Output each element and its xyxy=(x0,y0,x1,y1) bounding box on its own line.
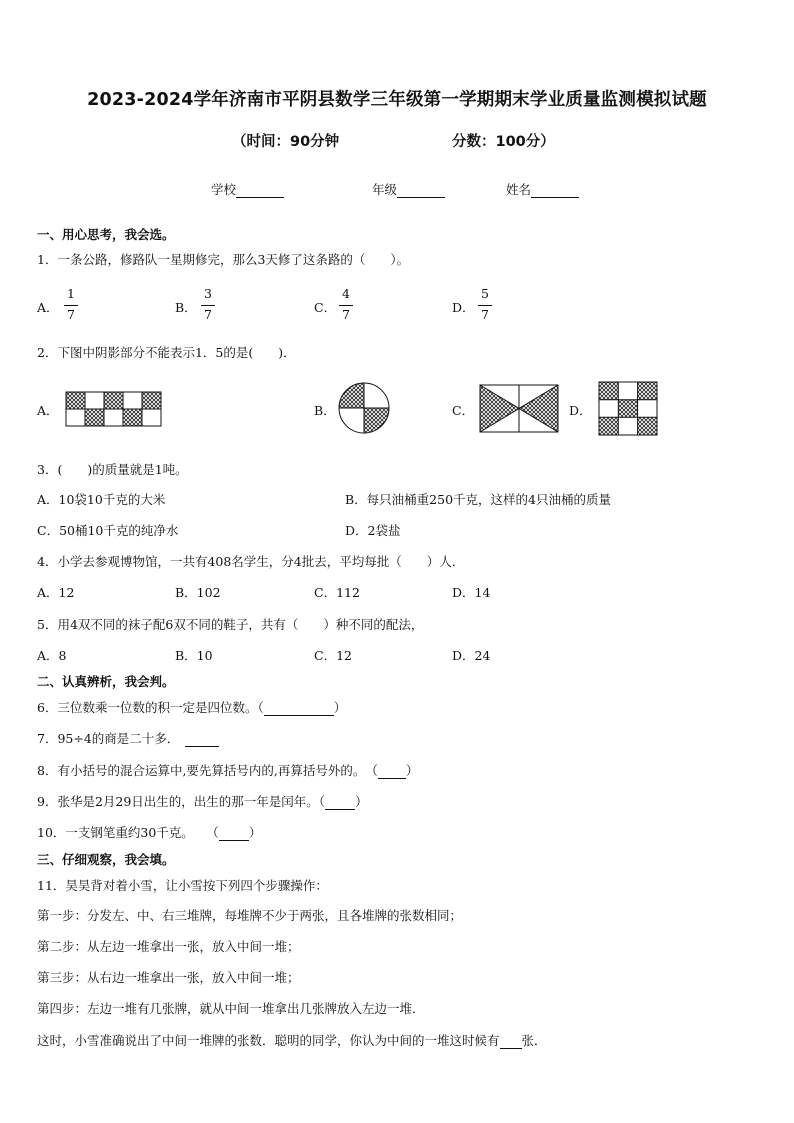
q1-option-b[interactable]: B． xyxy=(175,300,197,315)
q7-row xyxy=(37,729,219,747)
section1-heading: 一、用心思考，我会选。 xyxy=(37,227,175,242)
time-label: （时间：90分钟 xyxy=(232,134,340,150)
q9-blank[interactable] xyxy=(325,797,355,810)
score-label: 分数：100分） xyxy=(452,134,555,150)
numerator: 4 xyxy=(342,286,350,301)
q3-text: 3．( )的质量就是1吨。 xyxy=(37,462,188,477)
q4-option-d[interactable]: D．14 xyxy=(452,585,491,600)
name-field[interactable] xyxy=(506,180,579,198)
q6-text: 6．三位数乘一位数的积一定是四位数。（ xyxy=(37,700,264,715)
numerator: 3 xyxy=(204,286,212,301)
q1-option-d[interactable]: D． xyxy=(452,300,475,315)
school-blank[interactable] xyxy=(236,185,284,198)
grade-label: 年级 xyxy=(372,182,398,197)
q3-option-d[interactable]: D．2袋盐 xyxy=(345,523,401,538)
q5-option-c[interactable]: C．12 xyxy=(314,648,352,663)
q11-ending xyxy=(37,1031,547,1049)
section3-heading: 三、仔细观察，我会填。 xyxy=(37,852,175,867)
q2-option-c[interactable]: C． xyxy=(452,403,475,418)
q4-option-c[interactable]: C．112 xyxy=(314,585,360,600)
section2-heading: 二、认真辨析，我会判。 xyxy=(37,674,175,689)
q7-blank[interactable] xyxy=(185,734,219,747)
q9-close: ） xyxy=(355,794,368,809)
q4-option-b[interactable]: B．102 xyxy=(175,585,221,600)
denominator: 7 xyxy=(481,307,489,322)
name-label: 姓名 xyxy=(506,182,532,197)
q11-step2: 第二步：从左边一堆拿出一张，放入中间一堆； xyxy=(37,939,300,954)
q11-step3: 第三步：从右边一堆拿出一张，放入中间一堆； xyxy=(37,970,300,985)
fraction-bar xyxy=(201,305,215,306)
numerator: 5 xyxy=(481,286,489,301)
q4-option-a[interactable]: A．12 xyxy=(37,585,75,600)
q8-blank[interactable] xyxy=(378,766,406,779)
q2-option-d[interactable]: D． xyxy=(569,403,592,418)
q1-option-c[interactable]: C． xyxy=(314,300,337,315)
q5-option-d[interactable]: D．24 xyxy=(452,648,491,663)
fraction-bar xyxy=(339,305,353,306)
figure-d-grid xyxy=(599,382,657,435)
q4-text: 4．小学去参观博物馆，一共有408名学生，分4批去，平均每批（ ）人． xyxy=(37,554,465,569)
figure-b-circle xyxy=(339,383,389,433)
q7-text: 7．95÷4的商是二十多． xyxy=(37,731,180,746)
q11-intro: 11．昊昊背对着小雪，让小雪按下列四个步骤操作： xyxy=(37,878,328,893)
q6-close: ） xyxy=(333,700,347,715)
q8-close: ） xyxy=(405,763,419,778)
q10-close: ） xyxy=(248,825,262,840)
q1-text: 1．一条公路，修路队一星期修完，那么3天修了这条路的（ ）。 xyxy=(37,252,410,267)
q10-row xyxy=(37,823,261,841)
q2-option-b[interactable]: B． xyxy=(314,403,336,418)
q1-option-a[interactable]: A． xyxy=(37,300,59,315)
q9-text: 9．张华是2月29日出生的，出生的那一年是闰年。（ xyxy=(37,794,326,809)
grade-field[interactable] xyxy=(372,180,445,198)
denominator: 7 xyxy=(67,307,75,322)
q6-blank[interactable] xyxy=(264,703,334,716)
figure-a-grid xyxy=(66,392,161,426)
q9-row xyxy=(37,792,368,810)
q11-step1: 第一步：分发左、中、右三堆牌，每堆牌不少于两张，且各堆牌的张数相同； xyxy=(37,908,463,923)
name-blank[interactable] xyxy=(531,185,579,198)
school-field[interactable] xyxy=(211,180,284,198)
fraction-bar xyxy=(478,305,492,306)
q11-step4: 第四步：左边一堆有几张牌，就从中间一堆拿出几张牌放入左边一堆． xyxy=(37,1001,425,1016)
q5-option-b[interactable]: B．10 xyxy=(175,648,213,663)
q3-option-b[interactable]: B．每只油桶重250千克，这样的4只油桶的质量 xyxy=(345,492,611,507)
q8-row xyxy=(37,761,418,779)
figure-c-bowtie xyxy=(480,385,558,432)
q3-option-a[interactable]: A．10袋10千克的大米 xyxy=(37,492,166,507)
q10-blank[interactable] xyxy=(219,828,249,841)
q3-option-c[interactable]: C．50桶10千克的纯净水 xyxy=(37,523,179,538)
q6-row xyxy=(37,698,346,716)
q2-option-a[interactable]: A． xyxy=(37,403,59,418)
q2-text: 2．下图中阴影部分不能表示1．5的是( )． xyxy=(37,345,296,360)
numerator: 1 xyxy=(67,286,75,301)
q5-text: 5．用4双不同的袜子配6双不同的鞋子，共有（ ）种不同的配法， xyxy=(37,617,424,632)
q2-figures xyxy=(0,378,794,438)
q5-option-a[interactable]: A．8 xyxy=(37,648,67,663)
q8-text: 8．有小括号的混合运算中,要先算括号内的,再算括号外的。 （ xyxy=(37,763,378,778)
q11-blank[interactable] xyxy=(500,1036,522,1049)
page-title: 2023-2024学年济南市平阴县数学三年级第一学期期末学业质量监测模拟试题 xyxy=(87,90,707,110)
fraction-bar xyxy=(64,305,78,306)
q11-ending-post: 张． xyxy=(521,1033,547,1048)
q10-text: 10．一支钢笔重约30千克。 （ xyxy=(37,825,219,840)
grade-blank[interactable] xyxy=(397,185,445,198)
school-label: 学校 xyxy=(211,182,237,197)
denominator: 7 xyxy=(342,307,350,322)
q11-ending-pre: 这时，小雪准确说出了中间一堆牌的张数．聪明的同学，你认为中间的一堆这时候有 xyxy=(37,1033,500,1048)
denominator: 7 xyxy=(204,307,212,322)
